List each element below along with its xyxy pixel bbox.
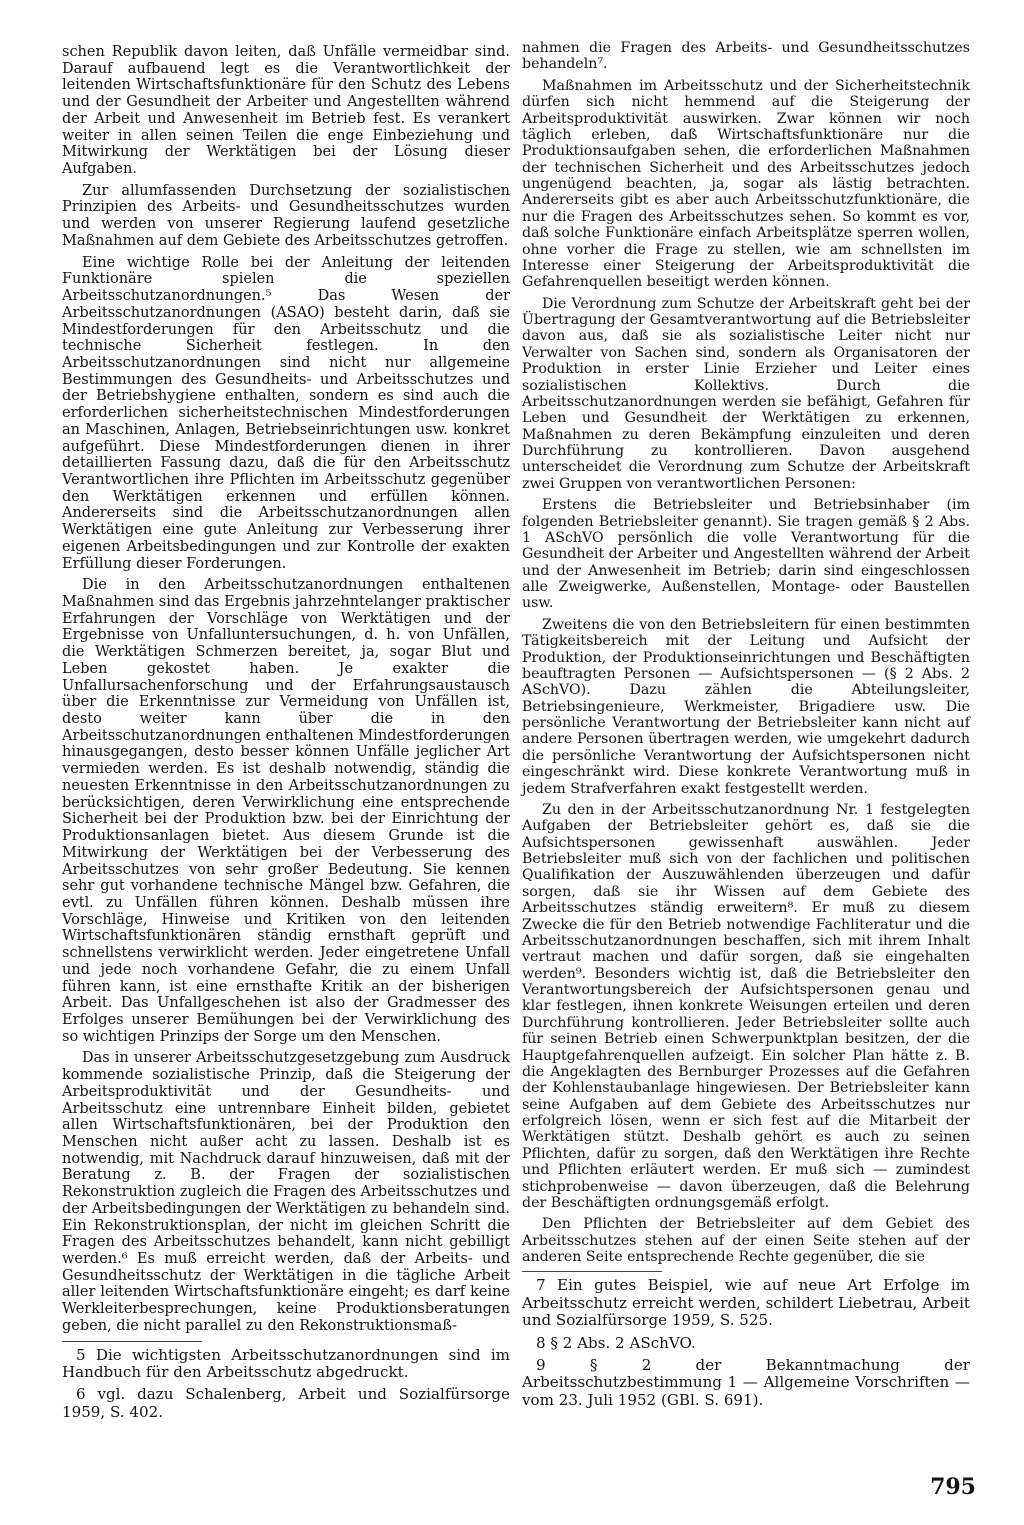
footnote: 5 Die wichtigsten Arbeitsschutzanordnungen sind im Handbuch für den Arbeitsschutz abgedruckt.	[62, 1345, 510, 1382]
footnote: 9 § 2 der Bekanntmachung der Arbeitsschutzbestimmung 1 — Allgemeine Vorschriften — vom 23. Juli 1952 (GBl. S. 691).	[522, 1356, 970, 1409]
paragraph: Zweitens die von den Betriebsleitern für einen bestimmten Tätigkeitsbereich mit der Leitung und Aufsicht der Produktion, der Produktionseinrichtungen und Beschäftigten beauftragten Personen — Aufsichtspersonen — (§ 2 Abs. 2 ASchVO). Dazu zählen die Abteilungsleiter, Betriebsingenieure, Werkmeister, Brigadiere usw. Die persönliche Verantwortung der Betriebsleiter kann nicht auf andere Personen übertragen werden, wie umgekehrt dadurch die persönliche Verantwortung der Aufsichtspersonen nicht eingeschränkt wird. Diese konkrete Verantwortung muß in jedem Strafverfahren exakt festgestellt werden.	[522, 616, 970, 797]
right-column	[522, 40, 970, 1414]
right-footnote-list	[522, 1277, 970, 1409]
footnote-rule	[522, 1271, 662, 1272]
paragraph: Das in unserer Arbeitsschutzgesetzgebung zum Ausdruck kommende sozialistische Prinzip, daß die Steigerung der Arbeitsproduktivität und der Gesundheits- und Arbeitsschutz eine untrennbare Einheit bilden, gebietet allen Wirtschaftsfunktionären, bei der Produktion den Menschen nicht außer acht zu lassen. Deshalb ist es notwendig, mit Nachdruck darauf hinzuweisen, daß mit der Beratung z. B. der Fragen der sozialistischen Rekonstruktion zugleich die Fragen des Arbeitsschutzes und der Arbeitsbedingungen der Werktätigen zu behandeln sind. Ein Rekonstruktionsplan, der nicht im gleichen Schritt die Fragen des Arbeitsschutzes behandelt, kann nicht gebilligt werden.⁶ Es muß erreicht werden, daß der Arbeits- und Gesundheitsschutz der Werktätigen in die tägliche Arbeit aller leitenden Wirtschaftsfunktionäre eingeht; es darf keine Werkleiterbesprechungen, keine Produktionsberatungen geben, die nicht parallel zu den Rekonstruktionsmaß-	[62, 1050, 510, 1334]
paragraph: Erstens die Betriebsleiter und Betriebsinhaber (im folgenden Betriebsleiter genannt). Sie tragen gemäß § 2 Abs. 1 ASchVO persönlich die volle Verantwortung für die Gesundheit der Arbeiter und Angestellten während der Arbeit und der Anwesenheit im Betrieb; darin sind eingeschlossen alle Zweigwerke, Außenstellen, Montage- oder Baustellen usw.	[522, 497, 970, 612]
footnote-rule	[62, 1341, 202, 1342]
left-footnote-list	[62, 1347, 510, 1422]
footnote: 8 § 2 Abs. 2 ASchVO.	[536, 1333, 696, 1352]
left-footnotes	[62, 1341, 510, 1422]
right-footnotes	[522, 1271, 970, 1409]
paragraph: Die Verordnung zum Schutze der Arbeitskraft geht bei der Übertragung der Gesamtverantwortung auf die Betriebsleiter davon aus, daß sie als sozialistische Leiter nicht nur Verwalter von Sachen sind, sondern als Organisatoren der Produktion in erster Linie Erzieher und Leiter eines sozialistischen Kollektivs. Durch die Arbeitsschutzanordnungen werden sie befähigt, Gefahren für Leben und Gesundheit der Werktätigen zu erkennen, Maßnahmen zu deren Bekämpfung einzuleiten und deren Durchführung zu kontrollieren. Davon ausgehend unterscheidet die Verordnung zum Schutze der Arbeitskraft zwei Gruppen von verantwortlichen Personen:	[522, 295, 970, 492]
footnote: 6 vgl. dazu Schalenberg, Arbeit und Sozialfürsorge 1959, S. 402.	[62, 1385, 510, 1421]
paragraph: Eine wichtige Rolle bei der Anleitung der leitenden Funktionäre spielen die speziellen Arbeitsschutzanordnungen.⁵ Das Wesen der Arbeitsschutzanordnungen (ASAO) besteht darin, daß sie Mindestforderungen für den Arbeitsschutz und die technische Sicherheit festlegen. In den Arbeitsschutzanordnungen sind nicht nur allgemeine Bestimmungen des Gesundheits- und Arbeitsschutzes und der Betriebshygiene enthalten, sondern es sind auch die erforderlichen sicherheitstechnischen Mindestforderungen an Maschinen, Anlagen, Betriebseinrichtungen usw. konkret aufgeführt. Diese Mindestforderungen dienen in ihrer detaillierten Fassung dazu, daß die für den Arbeitsschutz Verantwortlichen ihre Pflichten im Arbeitsschutz gegenüber den Werktätigen erkennen und erfüllen können. Andererseits sind die Arbeitsschutzanordnungen allen Werktätigen eine gute Anleitung zur Verbesserung ihrer eigenen Arbeitsbedingungen und zur Kontrolle der exakten Erfüllung dieser Forderungen.	[62, 254, 510, 572]
paragraph: Zu den in der Arbeitsschutzanordnung Nr. 1 festgelegten Aufgaben der Betriebsleiter gehört es, daß sie die Aufsichtspersonen gewissenhaft auswählen. Jeder Betriebsleiter muß sich von der fachlichen und politischen Qualifikation der Auszuwählenden überzeugen und dafür sorgen, daß sie ihr Wissen auf dem Gebiete des Arbeitsschutzes ständig erweitern⁸. Er muß zu diesem Zwecke die für den Betrieb notwendige Fachliteratur und die Arbeitsschutzanordnungen beschaffen, sich mit ihrem Inhalt vertraut machen und dafür sorgen, daß sie eingehalten werden⁹. Besonders wichtig ist, daß die Betriebsleiter den Verantwortungsbereich der Aufsichtspersonen genau und klar festlegen, ihnen konkrete Weisungen erteilen und deren Durchführung kontrollieren. Jeder Betriebsleiter sollte auch für seinen Betrieb einen Schwerpunktplan besitzen, der die Hauptgefahrenquellen aufzeigt. Ein solcher Plan hätte z. B. die Angeklagten des Bernburger Prozesses auf die Gefahren der Kohlenstaubanlage hingewiesen. Der Betriebsleiter kann seine Aufgaben auf dem Gebiete des Arbeitsschutzes nur erfolgreich lösen, wenn er sich fest auf die Mitarbeit der Werktätigen stützt. Deshalb gehört es auch zu seinen Pflichten, dafür zu sorgen, daß den Werktätigen ihre Rechte und Pflichten erläutert werden. Er muß sich — zumindest stichprobenweise — davon überzeugen, daß die Belehrung der Beschäftigten ordnungsgemäß erfolgt.	[522, 801, 970, 1211]
paragraph: nahmen die Fragen des Arbeits- und Gesundheitsschutzes behandeln⁷.	[522, 40, 970, 73]
page-number: 795	[930, 1474, 976, 1500]
paragraph: Den Pflichten der Betriebsleiter auf dem Gebiet des Arbeitsschutzes stehen auf der einen Seite stehen auf der anderen Seite entsprechende Rechte gegenüber, die sie	[522, 1216, 970, 1265]
paragraph: schen Republik davon leiten, daß Unfälle vermeidbar sind. Darauf aufbauend legt es die Verantwortlichkeit der leitenden Wirtschaftsfunktionäre für den Schutz des Lebens und der Gesundheit der Arbeiter und Angestellten während der Arbeit und Anwesenheit im Betrieb fest. Es verankert weiter in allen seinen Teilen die enge Einbeziehung und Mitwirkung der Werktätigen bei der Lösung dieser Aufgaben.	[62, 44, 510, 178]
paragraph: Die in den Arbeitsschutzanordnungen enthaltenen Maßnahmen sind das Ergebnis jahrzehntelanger praktischer Erfahrungen der Vorschläge von Werktätigen und der Ergebnisse von Unfalluntersuchungen, d. h. von Unfällen, die Werktätigen Schmerzen bereitet, ja, sogar Blut und Leben gekostet haben. Je exakter die Unfallursachenforschung und der Erfahrungsaustausch über die Erkenntnisse zur Vermeidung von Unfällen ist, desto weiter kann über die in den Arbeitsschutzanordnungen enthaltenen Mindestforderungen hinausgegangen, desto besser können Unfälle jeglicher Art vermieden werden. Es ist deshalb notwendig, ständig die neuesten Erkenntnisse in den Arbeitsschutzanordnungen zu berücksichtigen, deren Verwirklichung eine entsprechende Sicherheit bei der Produktion bzw. bei der Einrichtung der Produktionsanlagen bietet. Aus diesem Grunde ist die Mitwirkung der Werktätigen bei der Verbesserung des Arbeitsschutzes von sehr großer Bedeutung. Sie kennen sehr gut vorhandene technische Mängel bzw. Gefahren, die evtl. zu Unfällen führen können. Deshalb müssen ihre Vorschläge, Hinweise und Kritiken von den leitenden Wirtschaftsfunktionären ständig ernsthaft geprüft und schnellstens verwirklicht werden. Jeder eingetretene Unfall und jede noch vorhandene Gefahr, die zu einem Unfall führen kann, ist eine ernsthafte Kritik an der bisherigen Arbeit. Das Unfallgeschehen ist also der Gradmesser des Erfolges unserer Bemühungen bei der Verwirklichung des so wichtigen Prinzips der Sorge um den Menschen.	[62, 577, 511, 1045]
footnote: 7 Ein gutes Beispiel, wie auf neue Art Erfolge im Arbeitsschutz erreicht werden, schildert Liebetrau, Arbeit und Sozialfürsorge 1959, S. 525.	[522, 1276, 970, 1330]
paragraph: Maßnahmen im Arbeitsschutz und der Sicherheitstechnik dürfen sich nicht hemmend auf die Steigerung der Arbeitsproduktivität auswirken. Zwar können wir noch täglich erleben, daß Wirtschaftsfunktionäre nur die Produktionsaufgaben sehen, die erforderlichen Maßnahmen der technischen Sicherheit und des Arbeitsschutzes jedoch ungenügend beachten, ja, sogar als lästig betrachten. Andererseits gibt es aber auch Arbeitsschutzfunktionäre, die nur die Fragen des Arbeitsschutzes sehen. So kommt es vor, daß solche Funktionäre einfach Arbeitsplätze sperren wollen, ohne vorher die Frage zu stellen, wie am schnellsten im Interesse einer Steigerung der Arbeitsproduktivität die Gefahrenquellen beseitigt werden können.	[522, 77, 970, 291]
left-column	[62, 44, 510, 1426]
paragraph: Zur allumfassenden Durchsetzung der sozialistischen Prinzipien des Arbeits- und Gesundheitsschutzes wurden und werden von unserer Regierung laufend gesetzliche Maßnahmen auf dem Gebiete des Arbeitsschutzes getroffen.	[62, 182, 510, 249]
left-column-body	[62, 44, 510, 1335]
right-column-body	[522, 40, 970, 1265]
